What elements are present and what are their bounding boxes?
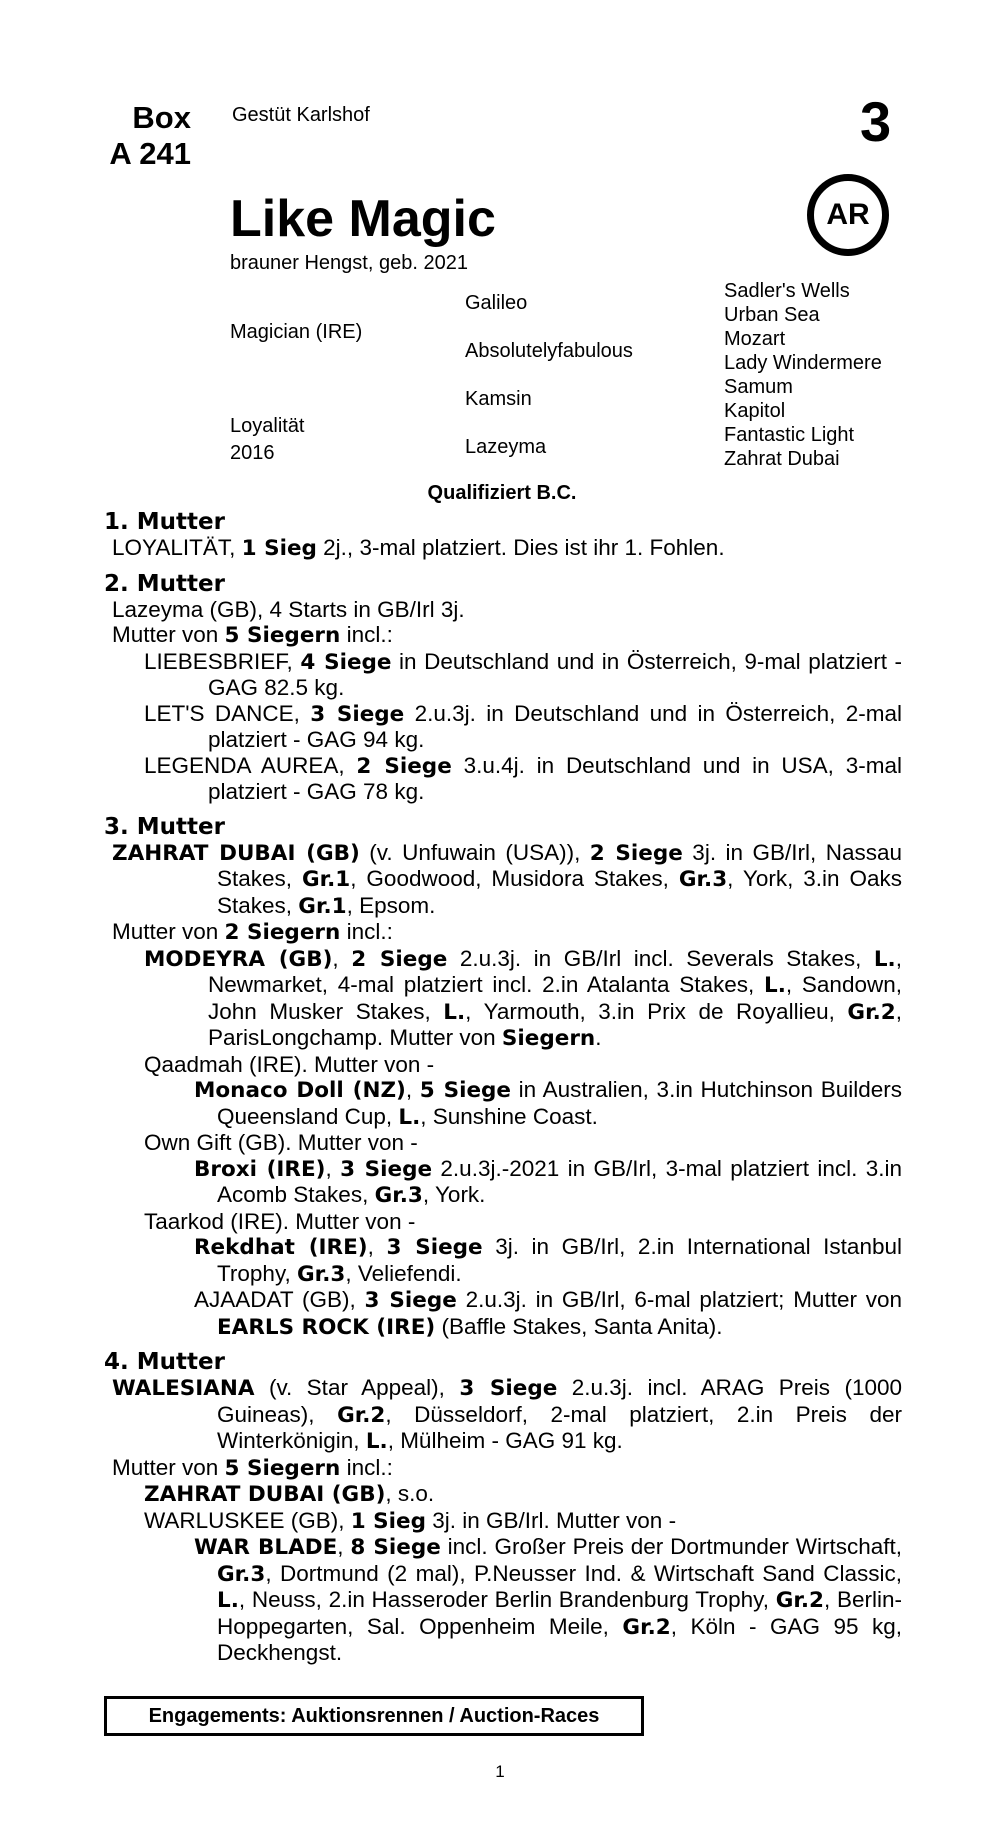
pedigree-sire: Magician (IRE): [230, 321, 363, 343]
page-number: 1: [495, 1762, 505, 1781]
section-line: Taarkod (IRE). Mutter von -: [144, 1208, 416, 1234]
section-line: AJAADAT (GB), 3 Siege 2.u.3j. in GB/Irl, 6-mal platziert; Mutter von EARLS ROCK (IRE) (Baffle Stakes, Santa Anita).: [194, 1287, 902, 1340]
pedigree-g3: Fantastic Light: [724, 424, 855, 446]
section-line: Rekdhat (IRE), 3 Siege 3j. in GB/Irl, 2.in International Istanbul Trophy, Gr.3, Veliefendi.: [194, 1234, 902, 1287]
section-line: LET'S DANCE, 3 Siege 2.u.3j. in Deutschland und in Österreich, 2-mal platziert - GAG 94 kg.: [144, 700, 902, 752]
box-title: Box: [132, 100, 191, 135]
box-label: [95, 100, 191, 172]
lot-number: 3: [860, 90, 892, 153]
engagements-box: Engagements: Auktionsrennen / Auction-Races: [104, 1696, 644, 1736]
qualification: [0, 482, 1000, 505]
horse-description: brauner Hengst, geb. 2021: [230, 252, 468, 274]
pedigree-dam-sire: Kamsin: [465, 388, 532, 410]
section-line: Qaadmah (IRE). Mutter von -: [144, 1051, 435, 1077]
horse-name: Like Magic: [230, 190, 496, 248]
section-gap: [104, 562, 902, 572]
section-line: Mutter von 5 Siegern incl.:: [112, 622, 393, 648]
ar-badge-icon: AR: [807, 174, 889, 256]
pedigree-g3: Sadler's Wells: [724, 280, 850, 302]
section-line: LEGENDA AUREA, 2 Siege 3.u.4j. in Deutschland und in USA, 3-mal platziert - GAG 78 kg.: [144, 752, 902, 804]
section-heading: 4. Mutter: [104, 1349, 225, 1375]
box-number: A 241: [109, 136, 191, 171]
section-line: WAR BLADE, 8 Siege incl. Großer Preis der Dortmunder Wirtschaft, Gr.3, Dortmund (2 mal), P.Neusser Ind. & Wirtschaft Sand Classic, L., Neuss, 2.in Hasseroder Berlin Brandenburg Trophy, Gr.2, Berlin-Hoppegarten, Sal. Oppenheim Meile, Gr.2, Köln - GAG 95 kg, Deckhengst.: [194, 1534, 902, 1665]
pedigree-g3: Urban Sea: [724, 304, 820, 326]
section-heading: 3. Mutter: [104, 813, 225, 840]
section-line: Mutter von 2 Siegern incl.:: [112, 919, 393, 945]
section-line: Mutter von 5 Siegern incl.:: [112, 1454, 393, 1481]
section-line: WARLUSKEE (GB), 1 Sieg 3j. in GB/Irl. Mutter von -: [144, 1507, 677, 1534]
pedigree-g3: Samum: [724, 376, 793, 398]
pedigree-g3: Kapitol: [724, 400, 786, 422]
pedigree-third-gen: [724, 279, 882, 471]
section-line: Monaco Doll (NZ), 5 Siege in Australien, 3.in Hutchinson Builders Queensland Cup, L., Sunshine Coast.: [194, 1077, 902, 1130]
pedigree-sire-sire: Galileo: [465, 292, 528, 314]
dam-line-content: [104, 510, 902, 1666]
consignor: Gestüt Karlshof: [232, 104, 370, 126]
pedigree-g3: Lady Windermere: [724, 352, 882, 374]
qualification-text: Qualifiziert B.C.: [427, 482, 577, 504]
pedigree-dam-dam: Lazeyma: [465, 436, 547, 458]
pedigree-sire-dam: Absolutelyfabulous: [465, 340, 633, 362]
section-line: LOYALITÄT, 1 Sieg 2j., 3-mal platziert. Dies ist ihr 1. Fohlen.: [112, 535, 725, 561]
section-line: Lazeyma (GB), 4 Starts in GB/Irl 3j.: [112, 596, 465, 622]
section-line: LIEBESBRIEF, 4 Siege in Deutschland und in Österreich, 9-mal platziert - GAG 82.5 kg.: [144, 648, 903, 700]
pedigree-g3: Mozart: [724, 328, 786, 350]
pedigree-g3: Zahrat Dubai: [724, 448, 840, 470]
section-line: WALESIANA (v. Star Appeal), 3 Siege 2.u.3j. incl. ARAG Preis (1000 Guineas), Gr.2, Düsseldorf, 2-mal platziert, 2.in Preis der Winterkönigin, L., Mülheim - GAG 91 kg.: [112, 1375, 903, 1454]
section-line: ZAHRAT DUBAI (GB) (v. Unfuwain (USA)), 2 Siege 3j. in GB/Irl, Nassau Stakes, Gr.1, Goodwood, Musidora Stakes, Gr.3, York, 3.in Oaks Stakes, Gr.1, Epsom.: [112, 839, 902, 919]
section-heading: 2. Mutter: [104, 570, 225, 597]
section-line: ZAHRAT DUBAI (GB), s.o.: [144, 1481, 435, 1507]
section-gap: [104, 805, 902, 815]
pedigree-dam-year: 2016: [230, 442, 275, 464]
section-line: Own Gift (GB). Mutter von -: [144, 1130, 418, 1155]
section-line: Broxi (IRE), 3 Siege 2.u.3j.-2021 in GB/Irl, 3-mal platziert incl. 3.in Acomb Stakes, Gr.3, York.: [194, 1155, 902, 1208]
pedigree-dam: Loyalität: [230, 415, 305, 437]
section-line: MODEYRA (GB), 2 Siege 2.u.3j. in GB/Irl incl. Severals Stakes, L., Newmarket, 4-mal platziert incl. 2.in Atalanta Stakes, L., Sandown, John Musker Stakes, L., Yarmouth, 3.in Prix de Royallieu, Gr.2, ParisLongchamp. Mutter von Siegern.: [144, 945, 902, 1051]
section-heading: 1. Mutter: [104, 509, 225, 535]
